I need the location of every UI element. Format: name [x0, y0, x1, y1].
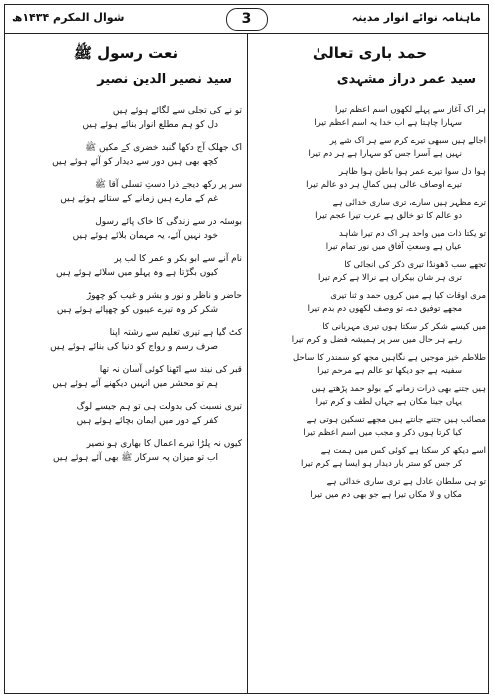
naat-verse: [6, 289, 246, 319]
naat-verses: [6, 104, 246, 467]
hamd-verse: [250, 259, 490, 286]
hamd-verse-line: تری ہر شان بیکراں ہے نرالا ہے کرم تیرا: [317, 273, 462, 283]
hamd-verse-line: میں کیسے شکر کر سکتا ہوں تیری مہربانی کا: [322, 322, 486, 332]
hamd-verse: [250, 228, 490, 255]
naat-verse-line: کیوں بگڑتا ہے وہ پہلو میں سلائے ہوئے ہیں: [55, 268, 218, 278]
naat-verse: [6, 363, 246, 393]
naat-verse-line: کیوں نہ پلڑا تیرے اعمال کا بھاری ہو نصیر: [86, 439, 242, 449]
hamd-verse-line: رہے ہر حال میں سر پر ہمیشہ فضل و کرم تیرا: [291, 335, 462, 345]
hamd-verse: [250, 135, 490, 162]
hamd-verse-line: مری اوقات کیا ہے میں کروں حمد و ثنا تیری: [330, 291, 486, 301]
naat-verse-line: اب تو میزان پہ سرکار ﷺ بھی آئے ہوئے ہیں: [53, 453, 218, 463]
naat-verse-line: سر پر رکھ دیجے ذرا دستِ تسلی آقا ﷺ: [95, 180, 242, 190]
hamd-verse-line: دو عالم کا تو خالق ہے عرب تیرا عجم تیرا: [315, 211, 462, 221]
naat-verse-line: شکر کر وہ تیرے عیبوں کو چھپائے ہوئے ہیں: [56, 305, 218, 315]
hamd-verse: [250, 445, 490, 472]
naat-verse-line: کٹ گیا ہے تیری تعلیم سے رشتہ اپنا: [109, 328, 242, 338]
hamd-verse: [250, 104, 490, 131]
hamd-verse: [250, 414, 490, 441]
hamd-verse-line: سفینہ ہے جو دیکھا تو عالم ہے مرحم تیرا: [317, 366, 462, 376]
naat-verse: [6, 252, 246, 282]
hamd-column: [250, 34, 490, 694]
naat-verse: [6, 141, 246, 171]
naat-verse: [6, 437, 246, 467]
naat-verse: [6, 104, 246, 134]
hamd-verse-line: اسے دیکھ کر سکتا ہے کوئی کس میں ہمت ہے: [320, 446, 486, 456]
hamd-verse-line: ترے مظہر ہیں سارے، تری ساری خدائی ہے: [332, 198, 486, 208]
issue-date: شوال المکرم ۱۴۳۴ھ: [12, 11, 125, 24]
naat-verse-line: صرف رسم و رواج کو دنیا کی بنائے ہوئے ہیں: [50, 342, 218, 352]
hamd-verse: [250, 197, 490, 224]
hamd-verse-line: مجھے توفیق دے، تو وصف لکھوں دم بدم تیرا: [307, 304, 462, 314]
hamd-verse-line: کر جس کو ستر بار دیدار ہو ایسا ہے کرم تیرا: [300, 459, 462, 469]
naat-verse-line: غم کے مارے ہیں زمانے کے ستائے ہوئے ہیں: [60, 194, 218, 204]
hamd-verse-line: یہاں جینا مکان ہے جہاں لطف و کرم تیرا: [315, 397, 462, 407]
naat-verse: [6, 326, 246, 356]
hamd-verse-line: تیرے اوصاف عالی ہیں کمالِ ہر دو عالم تیرا: [306, 180, 462, 190]
hamd-verse: [250, 476, 490, 503]
naat-verse: [6, 400, 246, 430]
naat-verse-line: نام آنے سے ابو بکر و عمر کا لب پر: [114, 254, 242, 264]
hamd-verse-line: عیاں ہے وسعتِ آفاق میں نور تمام تیرا: [325, 242, 462, 252]
hamd-verse-line: تو ہی سلطان عادل ہے تری ساری خدائی ہے: [326, 477, 486, 487]
naat-verse-line: دل کو ہم مطلع انوار بنائے ہوئے ہیں: [82, 120, 218, 130]
hamd-author: سید عمر دراز مشہدی: [336, 72, 476, 87]
naat-author: سید نصیر الدین نصیر: [97, 72, 232, 87]
naat-verse-line: خود نہیں آئے، یہ مہمان بلائے ہوئے ہیں: [72, 231, 218, 241]
hamd-verse: [250, 290, 490, 317]
hamd-verse-line: سہارا چاہتا ہے اب خدا یہ اسم اعظم تیرا: [314, 118, 462, 128]
naat-verse-line: کچھ بھی ہیں دور سے دیدار کو آئے ہوئے ہیں: [52, 157, 218, 167]
hamd-verse-line: نہیں ہے آسرا جس کو سہارا ہے ہر دم تیرا: [308, 149, 462, 159]
naat-verse-line: ہم تو محشر میں انہیں دیکھنے آئے ہوئے ہیں: [52, 379, 218, 389]
naat-column: [6, 34, 246, 694]
page-header: [4, 4, 489, 34]
naat-verse-line: قبر کی نیند سے اٹھنا کوئی آسان نہ تھا: [99, 365, 242, 375]
hamd-title: حمد باری تعالیٰ: [312, 44, 428, 62]
hamd-verse: [250, 352, 490, 379]
magazine-name: ماہنامہ نوائے انوار مدینہ: [351, 11, 481, 24]
naat-verse: [6, 215, 246, 245]
naat-verse-line: حاضر و ناظر و نور و بشر و غیب کو چھوڑ: [86, 291, 242, 301]
hamd-verse-line: تجھے سب ڈھونڈا تیری ذکر کی انجائی کا: [344, 260, 486, 270]
column-divider: [247, 34, 248, 694]
naat-verse-line: اک جھلک آج دکھا گنبد خضری کے مکیں ﷺ: [85, 143, 242, 153]
hamd-verse-line: مکاں و لا مکاں تیرا ہے جو بھی دم میں تیرا: [310, 490, 462, 500]
hamd-verses: [250, 104, 490, 503]
hamd-verse-line: ہوا دل سوا تیرے عمر ہوا باطن ہوا ظاہر: [338, 167, 486, 177]
naat-verse-line: بوسئہ در سے زندگی کا خاک پائے رسول: [95, 217, 242, 227]
page-number: 3: [226, 8, 268, 31]
hamd-verse-line: اجالے ہیں سبھی تیرے کرم سے ہر اک شے پر: [329, 136, 486, 146]
hamd-verse-line: کیا کرتا ہوں ذکر و مجب میں اسم اعظم تیرا: [303, 428, 462, 438]
hamd-verse: [250, 383, 490, 410]
naat-verse-line: تیری نسبت کی بدولت ہی تو ہم جیسے لوگ: [76, 402, 242, 412]
hamd-verse-line: تو یکتا ذات میں واحد ہر اک دم تیرا شاہد: [338, 229, 486, 239]
naat-verse-line: کفر کے دور میں ایمان بچائے ہوئے ہیں: [76, 416, 218, 426]
hamd-verse-line: ہیں جتنے بھی ذرات زمانے کے بولو حمد پڑھتے ہیں: [311, 384, 486, 394]
hamd-verse: [250, 321, 490, 348]
naat-verse-line: تو نے کی تجلی سے لگائے ہوئے ہیں: [112, 106, 242, 116]
hamd-verse-line: طلاطم خیز موجیں ہے نگاہیں مجھ کو سمندر کا ساحل: [292, 353, 486, 363]
naat-verse: [6, 178, 246, 208]
hamd-verse: [250, 166, 490, 193]
naat-title: نعت رسول ﷺ: [73, 44, 179, 62]
hamd-verse-line: ہر اک آغاز سے پہلے لکھوں اسم اعظم تیرا: [334, 105, 486, 115]
hamd-verse-line: مصائب ہیں جتنے جانتے ہیں مجھے تسکین ہوتی ہے: [306, 415, 486, 425]
